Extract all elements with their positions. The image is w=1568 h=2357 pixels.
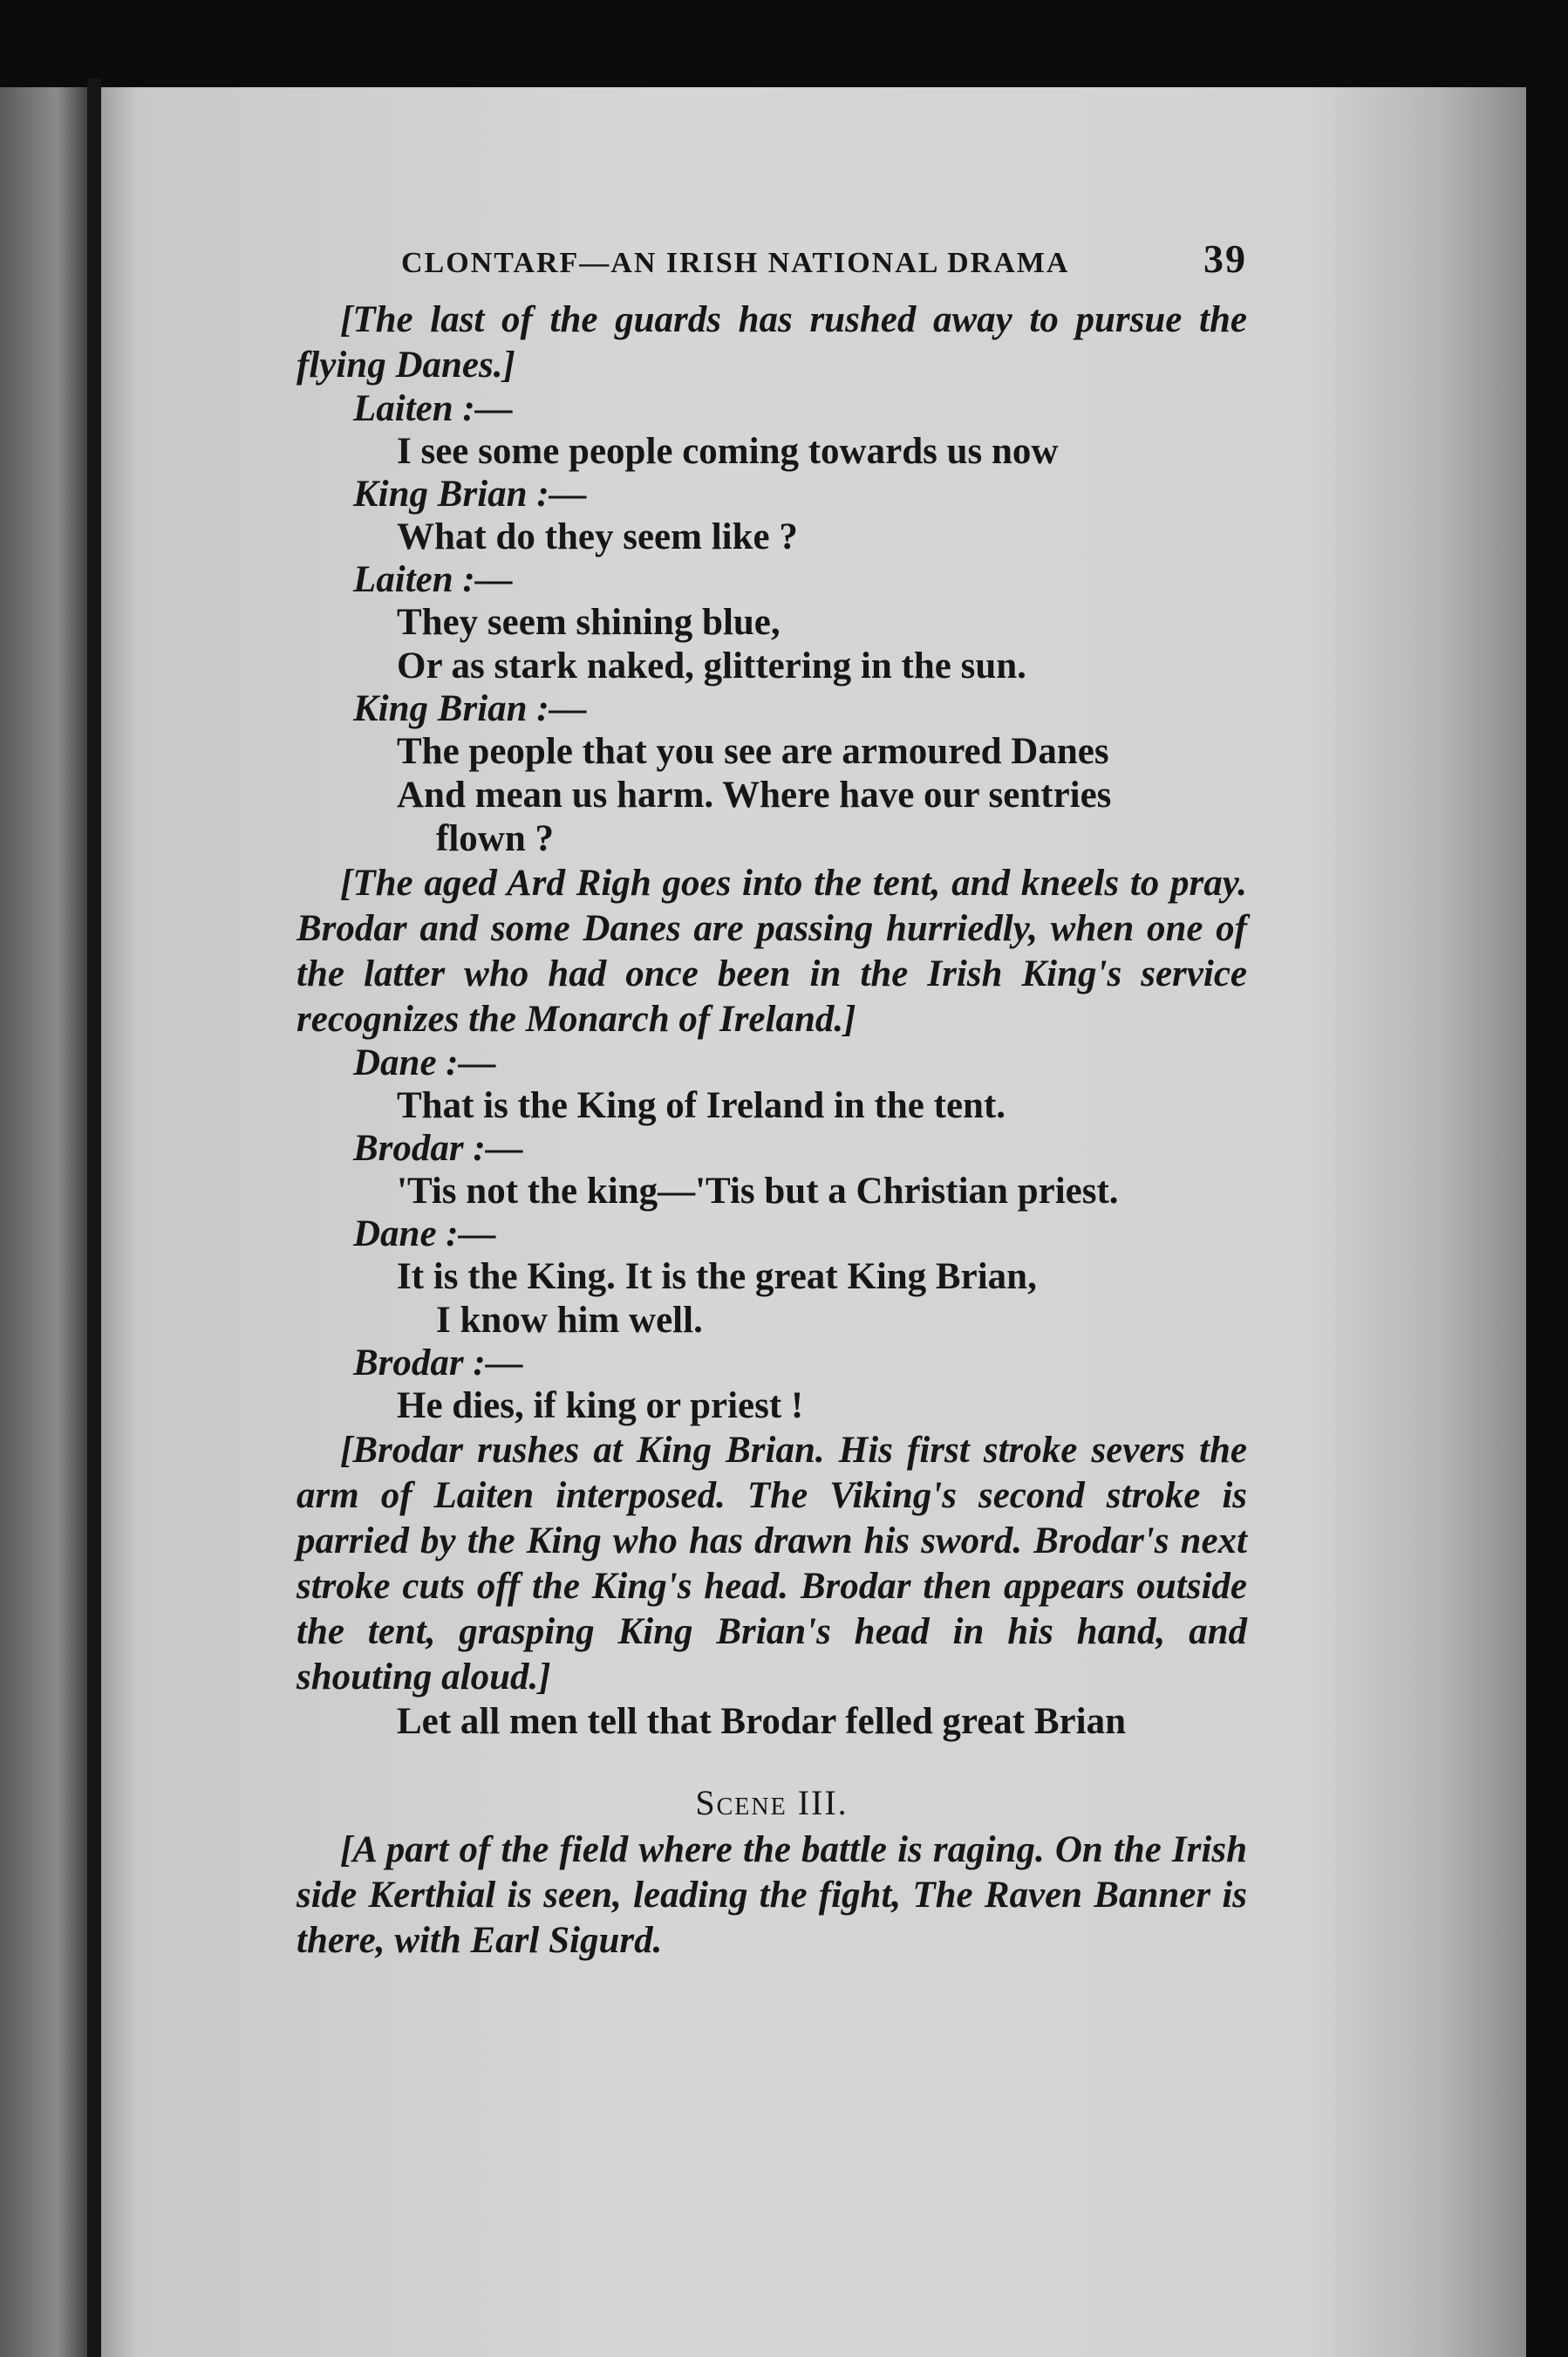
- speech-line: 'Tis not the king—'Tis but a Christian priest.: [397, 1171, 1119, 1212]
- speech-line: I know him well.: [436, 1300, 703, 1341]
- running-header: [401, 236, 1247, 282]
- speaker-name: Laiten :—: [353, 559, 513, 600]
- stage-direction: [The aged Ard Righ goes into the tent, and kneels to pray. Brodar and some Danes are passing hurriedly, when one of the latter who had once been in the Irish King's service recognizes the Monarch of Ireland.]: [297, 863, 1247, 1040]
- speech-line: The people that you see are armoured Danes: [397, 731, 1109, 772]
- speech-line: And mean us harm. Where have our sentries: [397, 775, 1112, 816]
- speaker-name: Laiten :—: [353, 388, 513, 429]
- scene-title: Scene III.: [695, 1783, 849, 1822]
- speech-line: It is the King. It is the great King Brian,: [397, 1256, 1037, 1297]
- book-gutter: [87, 79, 101, 2357]
- speech-line: He dies, if king or priest !: [397, 1385, 804, 1426]
- scene-heading: [297, 1779, 1247, 1828]
- page-edge-shadow: [0, 87, 96, 2357]
- speaker-name: Brodar :—: [353, 1342, 523, 1383]
- speech-line: I see some people coming towards us now: [397, 431, 1059, 472]
- speaker-name: Dane :—: [353, 1042, 496, 1083]
- speaker-name: Dane :—: [353, 1213, 496, 1254]
- speech-line: That is the King of Ireland in the tent.: [397, 1085, 1006, 1126]
- speaker-name: King Brian :—: [353, 688, 587, 729]
- speaker-name: Brodar :—: [353, 1128, 523, 1169]
- stage-direction: [The last of the guards has rushed away to pursue the flying Danes.]: [297, 299, 1247, 386]
- stage-direction: [A part of the field where the battle is raging. On the Irish side Kerthial is seen, leading the fight, The Raven Banner is there, with Earl Sigurd.: [297, 1829, 1247, 1961]
- page-number: 39: [1203, 236, 1247, 281]
- page-text: [297, 236, 1247, 1964]
- stage-direction: [Brodar rushes at King Brian. His first stroke severs the arm of Laiten interposed. The Viking's second stroke is parried by the King who has drawn his sword. Brodar's next stroke cuts off the King's head. Brodar then appears outside the tent, grasping King Brian's head in his hand, and shouting aloud.]: [297, 1430, 1247, 1698]
- speech-line: They seem shining blue,: [397, 602, 781, 643]
- speech-line: flown ?: [436, 818, 554, 859]
- speech-line: What do they seem like ?: [397, 516, 798, 557]
- speaker-name: King Brian :—: [353, 474, 587, 515]
- speech-line: Or as stark naked, glittering in the sun.: [397, 646, 1026, 687]
- speech-line: Let all men tell that Brodar felled great Brian: [397, 1701, 1127, 1742]
- running-title: CLONTARF—AN IRISH NATIONAL DRAMA: [401, 247, 1070, 279]
